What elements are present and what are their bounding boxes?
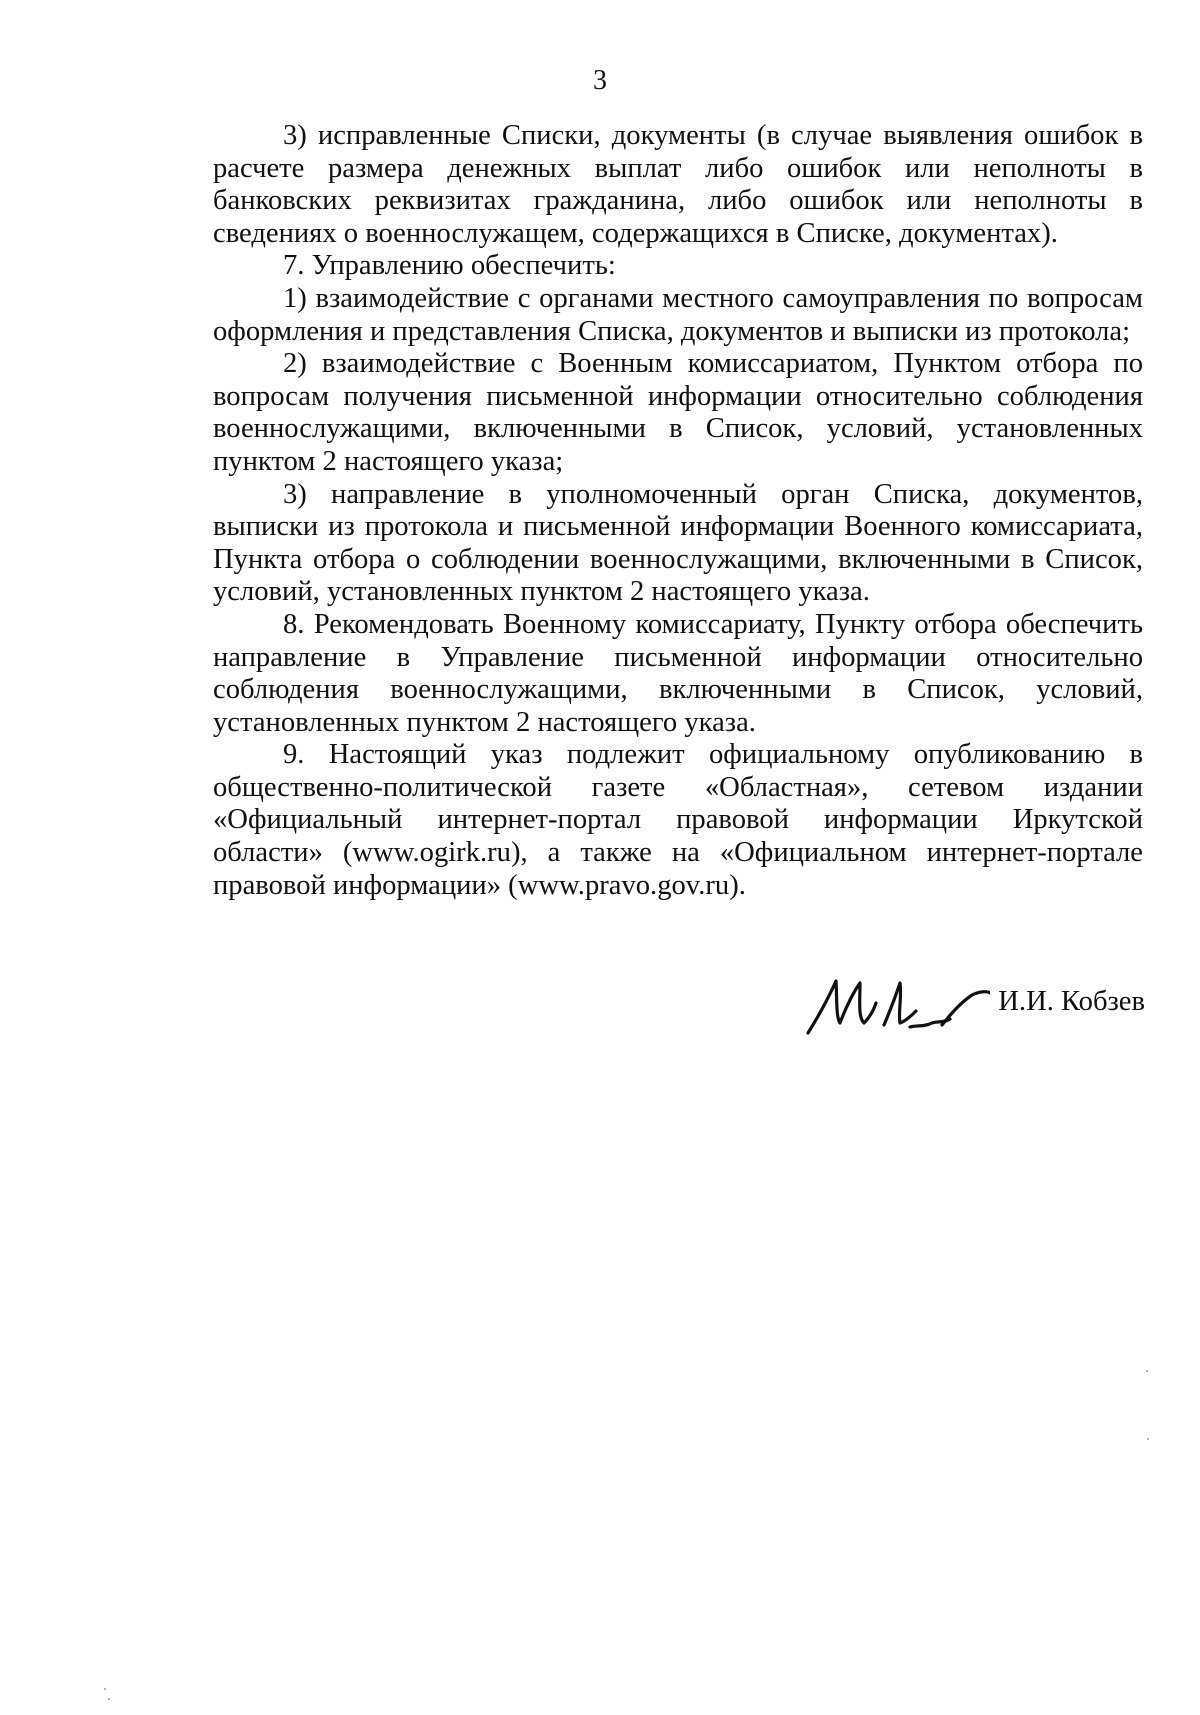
paragraph-corrected-lists: 3) исправленные Списки, документы (в случае выявления ошибок в расчете размера денежных выплат либо ошибок или неполноты в банковских реквизитах гражданина, либо ошибок или неполноты в сведениях о военнослужащем, содержащихся в Списке, документах).: [213, 120, 1143, 249]
scan-artifact-dot: [104, 1688, 106, 1690]
signature-block: [800, 965, 1145, 1055]
paragraph-item-7-2: 2) взаимодействие с Военным комиссариатом, Пунктом отбора по вопросам получения письменной информации относительно соблюдения военнослужащими, включенными в Список, условий, установленных пунктом 2 настоящего указа;: [213, 348, 1143, 477]
signer-name: И.И. Кобзев: [998, 986, 1145, 1017]
paragraph-item-8: 8. Рекомендовать Военному комиссариату, Пункту отбора обеспечить направление в Управление письменной информации относительно соблюдения военнослужащими, включенными в Список, условий, установленных пунктом 2 настоящего указа.: [213, 608, 1143, 738]
page-number: 3: [593, 65, 607, 96]
paragraph-item-7-3: 3) направление в уполномоченный орган Списка, документов, выписки из протокола и письменной информации Военного комиссариата, Пункта отбора о соблюдении военнослужащими, включенными в Список, условий, установленных пунктом 2 настоящего указа.: [213, 478, 1143, 608]
document-body: [213, 120, 1143, 902]
paragraph-item-9: 9. Настоящий указ подлежит официальному опубликованию в общественно-политической газете «Областная», сетевом издании «Официальный интернет-портал правовой информации Иркутской области» (www.ogirk.ru), а также на «Официальном интернет-портале правовой информации» (www.pravo.gov.ru).: [213, 739, 1143, 901]
handwritten-signature-icon: [800, 965, 990, 1045]
paragraph-item-7: 7. Управлению обеспечить:: [283, 250, 616, 282]
scan-artifact-dot: [108, 1698, 110, 1700]
scan-artifact-dot: [1146, 1370, 1148, 1372]
scan-artifact-dot: [1147, 1438, 1149, 1440]
paragraph-item-7-1: 1) взаимодействие с органами местного самоуправления по вопросам оформления и представления Списка, документов и выписки из протокола;: [213, 282, 1143, 347]
